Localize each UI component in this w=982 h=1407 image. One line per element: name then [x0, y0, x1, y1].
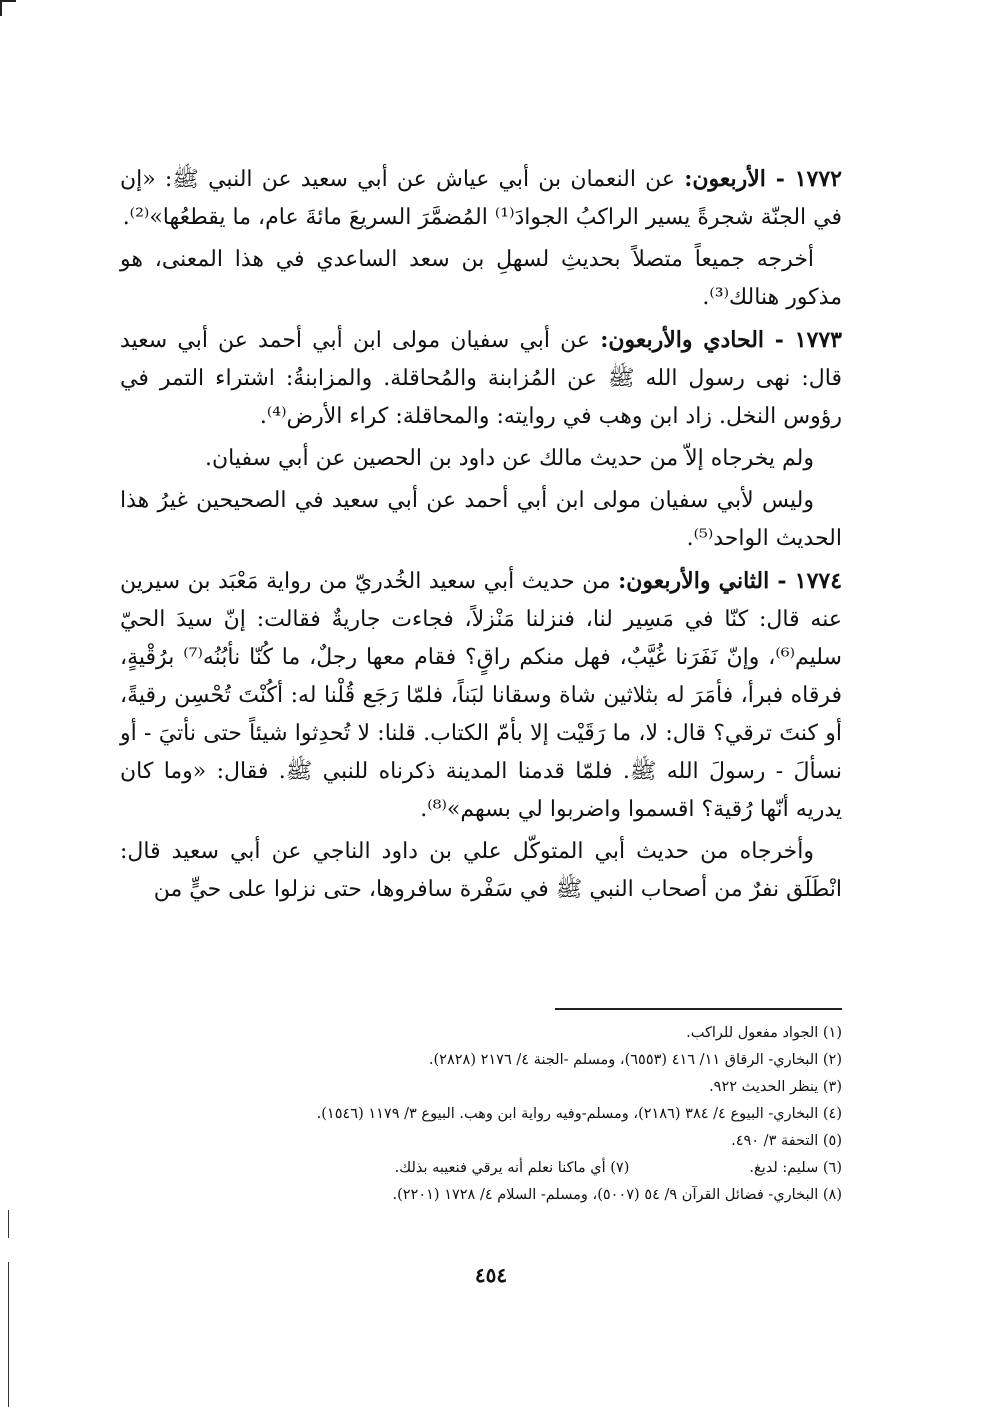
hadith-text: عن أبي سفيان مولى ابن أبي أحمد عن أبي سعيد قال: نهى رسول الله ﷺ عن المُزابنة والمُحاقلة. والمزابنةُ: اشتراء التمر في رؤوس النخل. زاد ابن وهب في روايته: والمحاقلة: كراء الأرض⁽⁴⁾.	[120, 328, 842, 429]
footnote-row	[120, 1155, 842, 1182]
footnote: (٤) البخاري- البيوع ٤/ ٣٨٤ (٢١٨٦)، ومسلم-وفيه رواية ابن وهب. البيوع ٣/ ١١٧٩ (١٥٤٦).	[316, 1106, 842, 1122]
hadith-paragraph	[120, 160, 842, 237]
main-text	[120, 160, 842, 913]
commentary-paragraph: أخرجه جميعاً متصلاً بحديثِ لسهلِ بن سعد الساعدي في هذا المعنى، هو مذكور هنالك⁽³⁾.	[120, 247, 842, 310]
footnote: (٣) ينظر الحديث ٩٢٢.	[709, 1079, 842, 1095]
footnote: (٢) البخاري- الرقاق ١١/ ٤١٦ (٦٥٥٣)، ومسلم -الجنة ٤/ ٢١٧٦ (٢٨٢٨).	[428, 1052, 842, 1068]
scan-corner-mark	[0, 0, 16, 16]
page-number: ٤٥٤	[474, 1263, 508, 1287]
footnotes	[120, 1020, 842, 1209]
hadith-paragraph	[120, 321, 842, 436]
hadith-paragraph	[120, 562, 842, 829]
hadith-heading: ١٧٧٤ - الثاني والأربعون:	[618, 568, 843, 594]
hadith-text: عن النعمان بن أبي عياش عن أبي سعيد عن النبي ﷺ: «إن في الجنّة شجرةً يسير الراكبُ الجوادَ⁽¹⁾ المُضمَّرَ السريعَ مائةَ عام، ما يقطعُها»⁽²⁾.	[120, 167, 842, 230]
hadith-text: من حديث أبي سعيد الخُدريّ من رواية مَعْبَد بن سيرين عنه قال: كنّا في مَسِير لنا، فنزلنا مَنْزلاً، فجاءت جاريةٌ فقالت: إنّ سيدَ الحيّ سليم⁽⁶⁾، وإنّ نَفَرَنا غُيَّبٌ، فهل منكم راقٍ؟ فقام معها رجلٌ، ما كُنّا نأبُنُه⁽⁷⁾ برُقْيةٍ، فرقاه فبرأ، فأمَرَ له بثلاثين شاة وسقانا لبَناً، فلمّا رَجَع قُلْنا له: أكُنْتَ تُحْسِن رقيةً، أو كنتَ ترقي؟ قال: لا، ما رَقَيْت إلا بأمّ الكتاب. قلنا: لا تُحدِثوا شيئاً حتى نأتيَ - أو نسألَ - رسولَ الله ﷺ. فلمّا قدمنا المدينة ذكرناه للنبي ﷺ. فقال: «وما كان يدريه أنّها رُقية؟ اقسموا واضربوا لي بسهم»⁽⁸⁾.	[120, 569, 842, 822]
footnote: (٦) سليم: لديغ.	[749, 1160, 842, 1176]
footnote: (٨) البخاري- فضائل القرآن ٩/ ٥٤ (٥٠٠٧)، ومسلم- السلام ٤/ ١٧٢٨ (٢٢٠١).	[392, 1187, 842, 1203]
hadith-heading: ١٧٧٣ - الحادي والأربعون:	[600, 327, 842, 353]
commentary-paragraph: وأخرجاه من حديث أبي المتوكّل علي بن داود الناجي عن أبي سعيد قال: انْطَلَق نفرٌ من أصحاب النبي ﷺ في سَفْرة سافروها، حتى نزلوا على حيٍّ من	[120, 839, 842, 902]
scan-edge-mark	[8, 1210, 9, 1238]
commentary-paragraph: ولم يخرجاه إلاّ من حديث مالك عن داود بن الحصين عن أبي سفيان.	[204, 446, 814, 471]
footnote: (٧) أي ماكنا نعلم أنه يرقي فنعيبه بذلك.	[394, 1160, 630, 1176]
footnote: (١) الجواد مفعول للراكب.	[686, 1025, 842, 1041]
hadith-heading: ١٧٧٢ - الأربعون:	[684, 166, 842, 192]
footnote: (٥) التحفة ٣/ ٤٩٠.	[731, 1133, 842, 1149]
commentary-paragraph: وليس لأبي سفيان مولى ابن أبي أحمد عن أبي سعيد في الصحيحين غيرُ هذا الحديث الواحد⁽⁵⁾.	[120, 488, 842, 551]
footnote-separator	[555, 1008, 842, 1010]
